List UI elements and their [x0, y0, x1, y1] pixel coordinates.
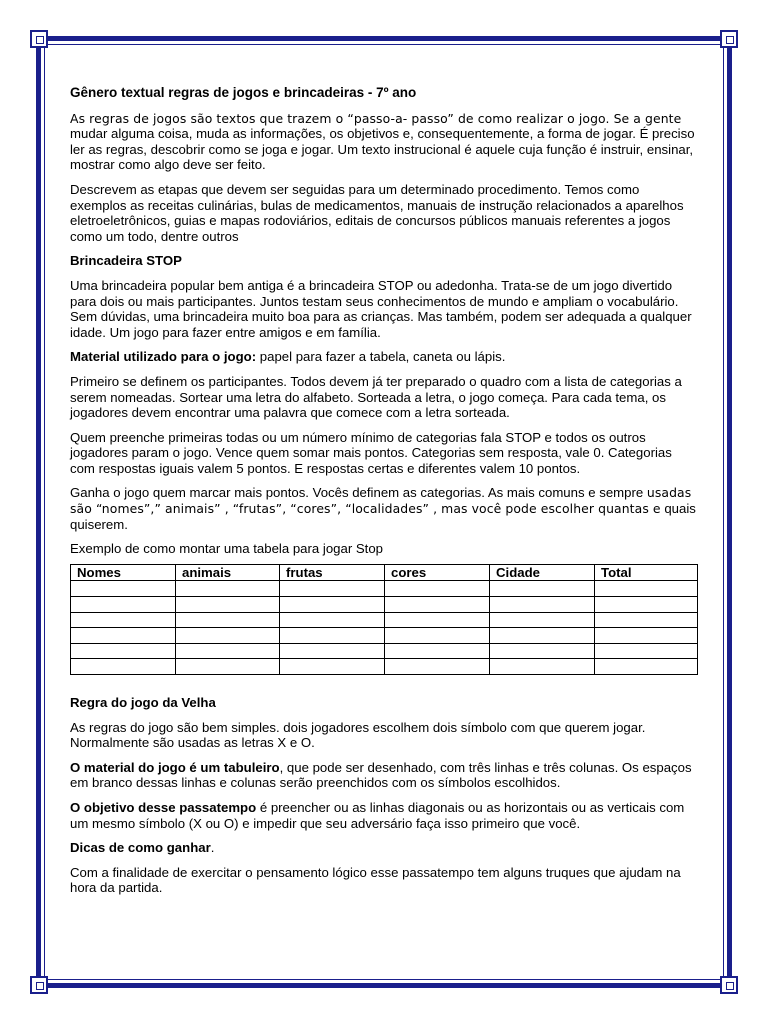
table-header-animais: animais — [176, 564, 280, 581]
table-header-total: Total — [595, 564, 698, 581]
stop-paragraph-1: Uma brincadeira popular bem antiga é a brincadeira STOP ou adedonha. Trata-se de um jogo divertido para dois ou mais participantes. Juntos testam seus conhecimentos de mundo e ampliam o vocabulário. Sem dúvidas, uma brincadeira muito boa para as crianças. Mas também, podem ser adequada a qualquer idade. Um jogo para fazer entre amigos e em família. — [70, 277, 692, 340]
stop-paragraph-4-line-1: Ganha o jogo quem marcar mais pontos. Vocês definem as categorias. As mais comuns e sempre — [70, 485, 644, 501]
table-cell — [280, 581, 385, 597]
table-cell — [71, 628, 176, 644]
table-cell — [490, 643, 595, 659]
stop-paragraph-2: Primeiro se definem os participantes. Todos devem já ter preparado o quadro com a lista de categorias a serem nomeadas. Sortear uma letra do alfabeto. Sorteada a letra, o jogo começa. Para cada tema, os jogadores devem encontrar uma palavra que comece com a letra sorteada. — [70, 373, 682, 421]
table-cell — [176, 643, 280, 659]
intro-paragraph-1-rest: mudar alguma coisa, muda as informações, os objetivos e, consequentemente, a forma de jogar. É preciso ler as regras, descobrir como se joga e jogar. Um texto instrucional é aquele cuja função é instruir, ensinar, mostrar como algo deve ser feito. — [70, 126, 695, 173]
velha-paragraph-3 — [70, 800, 698, 831]
document-body — [70, 85, 698, 905]
table-cell — [280, 597, 385, 613]
intro-paragraph-1 — [70, 111, 698, 173]
table-cell — [176, 612, 280, 628]
stop-material-paragraph — [70, 349, 698, 365]
stop-table-header-row — [71, 564, 698, 581]
intro-paragraph-1-line-1: As regras de jogos são textos que trazem o “passo-a- passo” de como realizar o jogo. Se a gente — [70, 110, 682, 126]
stop-table — [70, 564, 698, 675]
table-cell — [176, 659, 280, 675]
stop-heading: Brincadeira STOP — [70, 253, 182, 269]
section-spacer — [70, 675, 698, 695]
page-title: Gênero textual regras de jogos e brincadeiras - 7º ano — [70, 85, 417, 100]
table-cell — [490, 628, 595, 644]
table-cell — [280, 612, 385, 628]
table-cell — [280, 643, 385, 659]
table-cell — [595, 643, 698, 659]
table-cell — [385, 628, 490, 644]
corner-ornament-bottom-right — [720, 976, 738, 994]
table-header-frutas: frutas — [280, 564, 385, 581]
velha-heading: Regra do jogo da Velha — [70, 695, 216, 710]
intro-paragraph-2: Descrevem as etapas que devem ser seguidas para um determinado procedimento. Temos como exemplos as receitas culinárias, bulas de medicamentos, manuais de instrução relacionados a aparelhos eletroeletrônicos, guias e mapas rodoviários, editais de concursos públicos manuais referentes a jogos como um todo, dentre outros — [70, 181, 684, 244]
table-row — [71, 581, 698, 597]
table-cell — [71, 612, 176, 628]
stop-material-label: Material utilizado para o jogo: — [70, 349, 257, 365]
table-cell — [595, 597, 698, 613]
velha-paragraph-2 — [70, 760, 698, 791]
table-cell — [71, 581, 176, 597]
table-cell — [385, 659, 490, 675]
velha-paragraph-2-text: , que pode ser desenhado, com três linhas e três colunas. Os espaços em branco dessas linhas e colunas serão preenchidos com os símbolos escolhidos. — [70, 759, 692, 791]
velha-paragraph-4-bold: Dicas de como ganhar — [70, 840, 211, 856]
table-cell — [280, 628, 385, 644]
velha-paragraph-4-text: . — [210, 840, 215, 856]
table-cell — [385, 643, 490, 659]
table-cell — [71, 659, 176, 675]
velha-paragraph-3-text: é preencher ou as linhas diagonais ou as horizontais ou as verticais com um mesmo símbolo (X ou O) e impedir que seu adversário faça isso primeiro que você. — [70, 799, 685, 831]
table-header-cores: cores — [385, 564, 490, 581]
velha-paragraph-4 — [70, 840, 698, 856]
table-cell — [595, 581, 698, 597]
table-cell — [595, 659, 698, 675]
velha-paragraph-2-bold: O material do jogo é um tabuleiro — [70, 759, 280, 775]
table-row — [71, 612, 698, 628]
table-cell — [71, 597, 176, 613]
corner-ornament-top-right — [720, 30, 738, 48]
table-cell — [490, 581, 595, 597]
table-cell — [385, 597, 490, 613]
corner-ornament-bottom-left — [30, 976, 48, 994]
table-cell — [176, 628, 280, 644]
stop-table-caption: Exemplo de como montar uma tabela para jogar Stop — [70, 541, 384, 557]
table-cell — [490, 659, 595, 675]
velha-paragraph-1: As regras do jogo são bem simples. dois jogadores escolhem dois símbolo com que querem jogar. Normalmente são usadas as letras X e O. — [70, 719, 646, 751]
table-cell — [176, 597, 280, 613]
table-cell — [595, 612, 698, 628]
table-header-cidade: Cidade — [490, 564, 595, 581]
table-cell — [490, 612, 595, 628]
table-cell — [385, 612, 490, 628]
table-cell — [280, 659, 385, 675]
stop-paragraph-3: Quem preenche primeiras todas ou um número mínimo de categorias fala STOP e todos os outros jogadores param o jogo. Vence quem somar mais pontos. Categorias sem resposta, vale 0. Categorias com respostas iguais valem 5 pontos. E respostas certas e diferentes valem 10 pontos. — [70, 429, 672, 476]
stop-paragraph-4-line-3: quais quiserem. — [70, 501, 696, 532]
table-cell — [71, 643, 176, 659]
table-cell — [385, 581, 490, 597]
table-header-nomes: Nomes — [71, 564, 176, 581]
stop-paragraph-4 — [70, 485, 698, 532]
table-row — [71, 597, 698, 613]
table-row — [71, 628, 698, 644]
table-row — [71, 643, 698, 659]
stop-material-text: papel para fazer a tabela, caneta ou lápis. — [256, 349, 506, 365]
table-cell — [595, 628, 698, 644]
table-row — [71, 659, 698, 675]
table-cell — [490, 597, 595, 613]
stop-paragraph-4-line-2: usadas são “nomes”,” animais” , “frutas”, “cores”, “localidades” , mas você pode escolher quantas e — [70, 485, 692, 517]
velha-paragraph-5: Com a finalidade de exercitar o pensamento lógico esse passatempo tem alguns truques que ajudam na hora da partida. — [70, 864, 681, 896]
table-cell — [176, 581, 280, 597]
velha-paragraph-3-bold: O objetivo desse passatempo — [70, 799, 257, 815]
corner-ornament-top-left — [30, 30, 48, 48]
